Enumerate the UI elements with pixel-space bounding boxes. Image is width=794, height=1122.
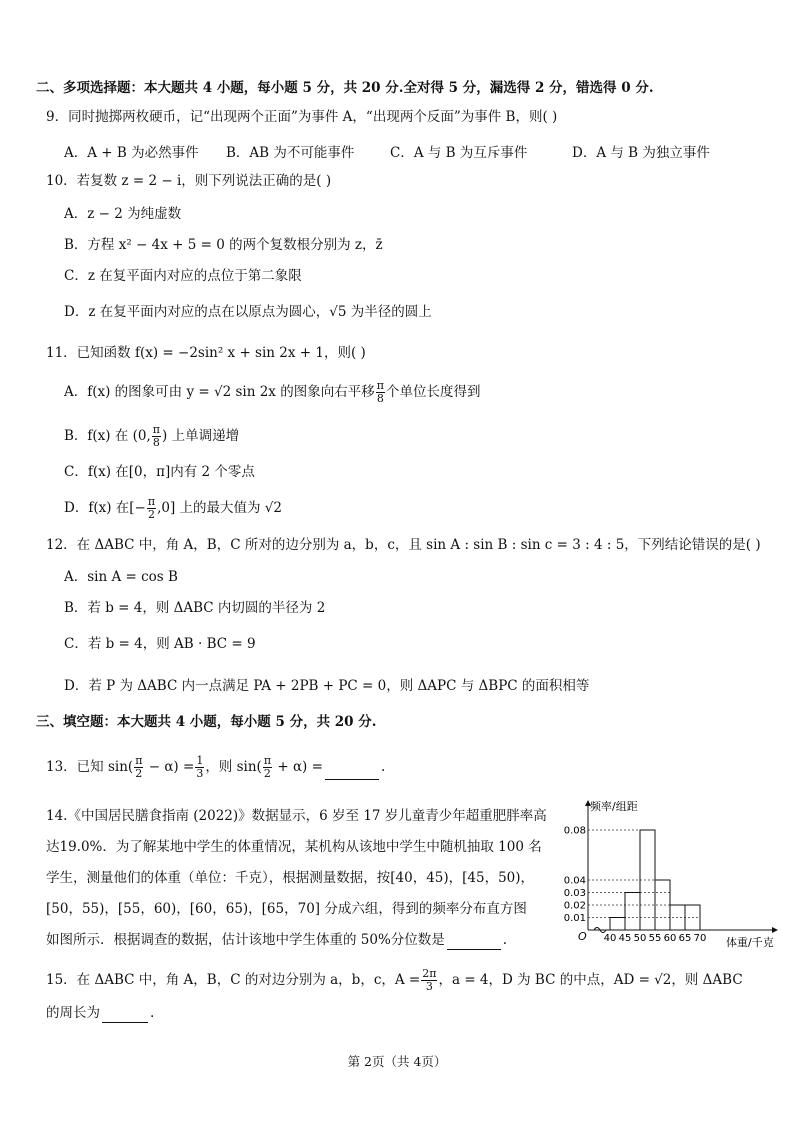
histogram-bar <box>610 918 625 931</box>
q11-option-a-post: 个单位长度得到 <box>385 384 481 400</box>
q15-line-2-text: 的周长为 <box>46 1005 100 1021</box>
q15-line-1-pre: 15．在 ΔABC 中，角 A，B，C 的对边分别为 a，b，c，A = <box>46 972 421 988</box>
x-tick-label: 65 <box>678 933 692 944</box>
q13-fraction-3 <box>263 755 272 780</box>
q11-option-b-post: ) 上单调递增 <box>162 428 240 444</box>
section2-heading: 二、多项选择题：本大题共 4 小题，每小题 5 分，共 20 分.全对得 5 分，漏选得 2 分，错选得 0 分. <box>36 80 654 96</box>
q12-option-b: B．若 b = 4，则 ΔABC 内切圆的半径为 2 <box>64 600 326 616</box>
q13-f2-den: 3 <box>196 767 204 780</box>
q14-line-2: 达19.0%．为了解某地中学生的体重情况，某机构从该地中学生中随机抽取 100 名 <box>46 839 542 855</box>
q9-options <box>64 141 764 161</box>
q11-option-d-post: ,0] 上的最大值为 √2 <box>157 500 282 516</box>
q9-option-d: D．A 与 B 为独立事件 <box>572 145 710 161</box>
q9-option-b: B．AB 为不可能事件 <box>226 145 355 161</box>
q10-option-c: C．z 在复平面内对应的点位于第二象限 <box>64 268 302 284</box>
q11-option-d-fraction <box>147 496 156 521</box>
q15-f-num: 2π <box>422 967 437 980</box>
q13-mid2: ，则 sin( <box>205 759 262 775</box>
q14-end: . <box>502 932 508 948</box>
section3-heading: 三、填空题：本大题共 4 小题，每小题 5 分，共 20 分. <box>36 714 377 730</box>
frequency-histogram <box>560 798 782 954</box>
q15-line-1 <box>46 968 743 993</box>
q10-option-a: A．z − 2 为纯虚数 <box>64 206 182 222</box>
y-tick-label: 0.08 <box>563 825 586 837</box>
q9-option-a: A．A + B 为必然事件 <box>64 145 199 161</box>
q9-stem: 9．同时抛掷两枚硬币，记“出现两个正面”为事件 A，“出现两个反面”为事件 B，则( ) <box>46 109 558 125</box>
y-tick-label: 0.01 <box>563 913 586 924</box>
q11-option-a-fraction <box>376 380 385 405</box>
q13-fraction-1 <box>134 755 143 780</box>
q14-line-1: 14.《中国居民膳食指南 (2022)》数据显示，6 岁至 17 岁儿童青少年超重肥胖率高 <box>46 808 547 824</box>
y-tick-label: 0.04 <box>563 875 586 887</box>
q13-f1-den: 2 <box>135 767 143 780</box>
q11-option-b-num: π <box>152 423 161 436</box>
q13-pre: 13．已知 sin( <box>46 759 134 775</box>
q14-answer-blank[interactable] <box>447 935 501 950</box>
origin-label: O <box>578 930 587 943</box>
page-footer: 第 2页（共 4页） <box>347 1054 447 1069</box>
y-tick-label: 0.02 <box>563 900 586 912</box>
q13-fraction-2 <box>195 755 204 780</box>
q10-option-b: B．方程 x² − 4x + 5 = 0 的两个复数根分别为 z，z̄ <box>64 237 383 253</box>
x-tick-label: 40 <box>603 933 617 944</box>
q11-option-d-num: π <box>147 495 156 508</box>
q14-line-4: [50，55)，[55，60)，[60，65)，[65，70] 分成六组，得到的频率分布直方图 <box>46 901 527 917</box>
x-tick-label: 60 <box>663 933 677 944</box>
q11-option-a-pre: A．f(x) 的图象可由 y = √2 sin 2x 的图象向右平移 <box>64 384 375 400</box>
q11-option-b <box>64 424 239 449</box>
q10-option-d: D．z 在复平面内对应的点在以原点为圆心，√5 为半径的圆上 <box>64 304 432 320</box>
q14-line-5-text: 如图所示．根据调查的数据，估计该地中学生体重的 50%分位数是 <box>46 932 445 948</box>
q15-answer-blank[interactable] <box>102 1008 148 1023</box>
q15-fraction <box>421 968 437 993</box>
y-axis-label: 频率/组距 <box>590 800 638 813</box>
y-tick-label: 0.03 <box>563 888 586 899</box>
q13-mid1: − α) = <box>144 759 195 775</box>
x-tick-label: 45 <box>618 933 632 944</box>
q15-end: . <box>150 1005 155 1021</box>
x-axis-arrow <box>772 927 778 933</box>
x-tick-label: 50 <box>633 933 647 944</box>
q11-option-d <box>64 496 282 521</box>
q11-option-b-den: 8 <box>152 436 160 449</box>
q15-line-1-post: ，a = 4，D 为 BC 的中点，AD = √2，则 ΔABC <box>438 972 743 988</box>
q11-option-d-pre: D．f(x) 在[− <box>64 500 146 516</box>
q15-f-den: 3 <box>425 980 433 993</box>
q12-option-a: A．sin A = cos B <box>64 569 178 585</box>
q11-option-a-den: 8 <box>376 392 384 405</box>
q11-option-a <box>64 380 480 405</box>
q15-line-2 <box>46 1003 154 1023</box>
q13-f2-num: 1 <box>196 754 204 767</box>
q11-stem: 11．已知函数 f(x) = −2sin² x + sin 2x + 1，则( ) <box>46 345 366 361</box>
q13-end: . <box>380 759 386 775</box>
q13-answer-blank[interactable] <box>325 765 379 780</box>
q12-option-d: D．若 P 为 ΔABC 内一点满足 PA + 2PB + PC = 0，则 ΔAPC 与 ΔBPC 的面积相等 <box>64 678 590 694</box>
histogram-bar <box>625 893 640 931</box>
q11-option-b-fraction <box>152 424 161 449</box>
q11-option-b-pre: B．f(x) 在 (0, <box>64 428 151 444</box>
q13-f1-num: π <box>135 754 143 767</box>
q10-stem: 10．若复数 z = 2 − i，则下列说法正确的是( ) <box>46 173 332 189</box>
q13-f3-den: 2 <box>263 767 271 780</box>
q11-option-c: C．f(x) 在[0，π]内有 2 个零点 <box>64 464 255 480</box>
q13 <box>46 755 385 780</box>
x-axis-label: 体重/千克 <box>726 936 774 949</box>
q12-stem: 12．在 ΔABC 中，角 A，B，C 所对的边分别为 a，b，c，且 sin A : sin B : sin c = 3 : 4 : 5，下列结论错误的是( ) <box>46 537 761 553</box>
q13-post: + α) = <box>273 759 323 775</box>
q12-option-c: C．若 b = 4，则 AB · BC = 9 <box>64 636 256 652</box>
x-tick-label: 55 <box>648 933 662 944</box>
q9-option-c: C．A 与 B 为互斥事件 <box>390 145 528 161</box>
x-tick-label: 70 <box>693 933 707 944</box>
q14-line-5 <box>46 930 507 950</box>
q13-f3-num: π <box>263 754 272 767</box>
q11-option-a-num: π <box>376 379 384 392</box>
q11-option-d-den: 2 <box>147 508 155 521</box>
q14-line-3: 学生，测量他们的体重（单位：千克），根据测量数据，按[40，45)，[45，50)， <box>46 870 535 886</box>
